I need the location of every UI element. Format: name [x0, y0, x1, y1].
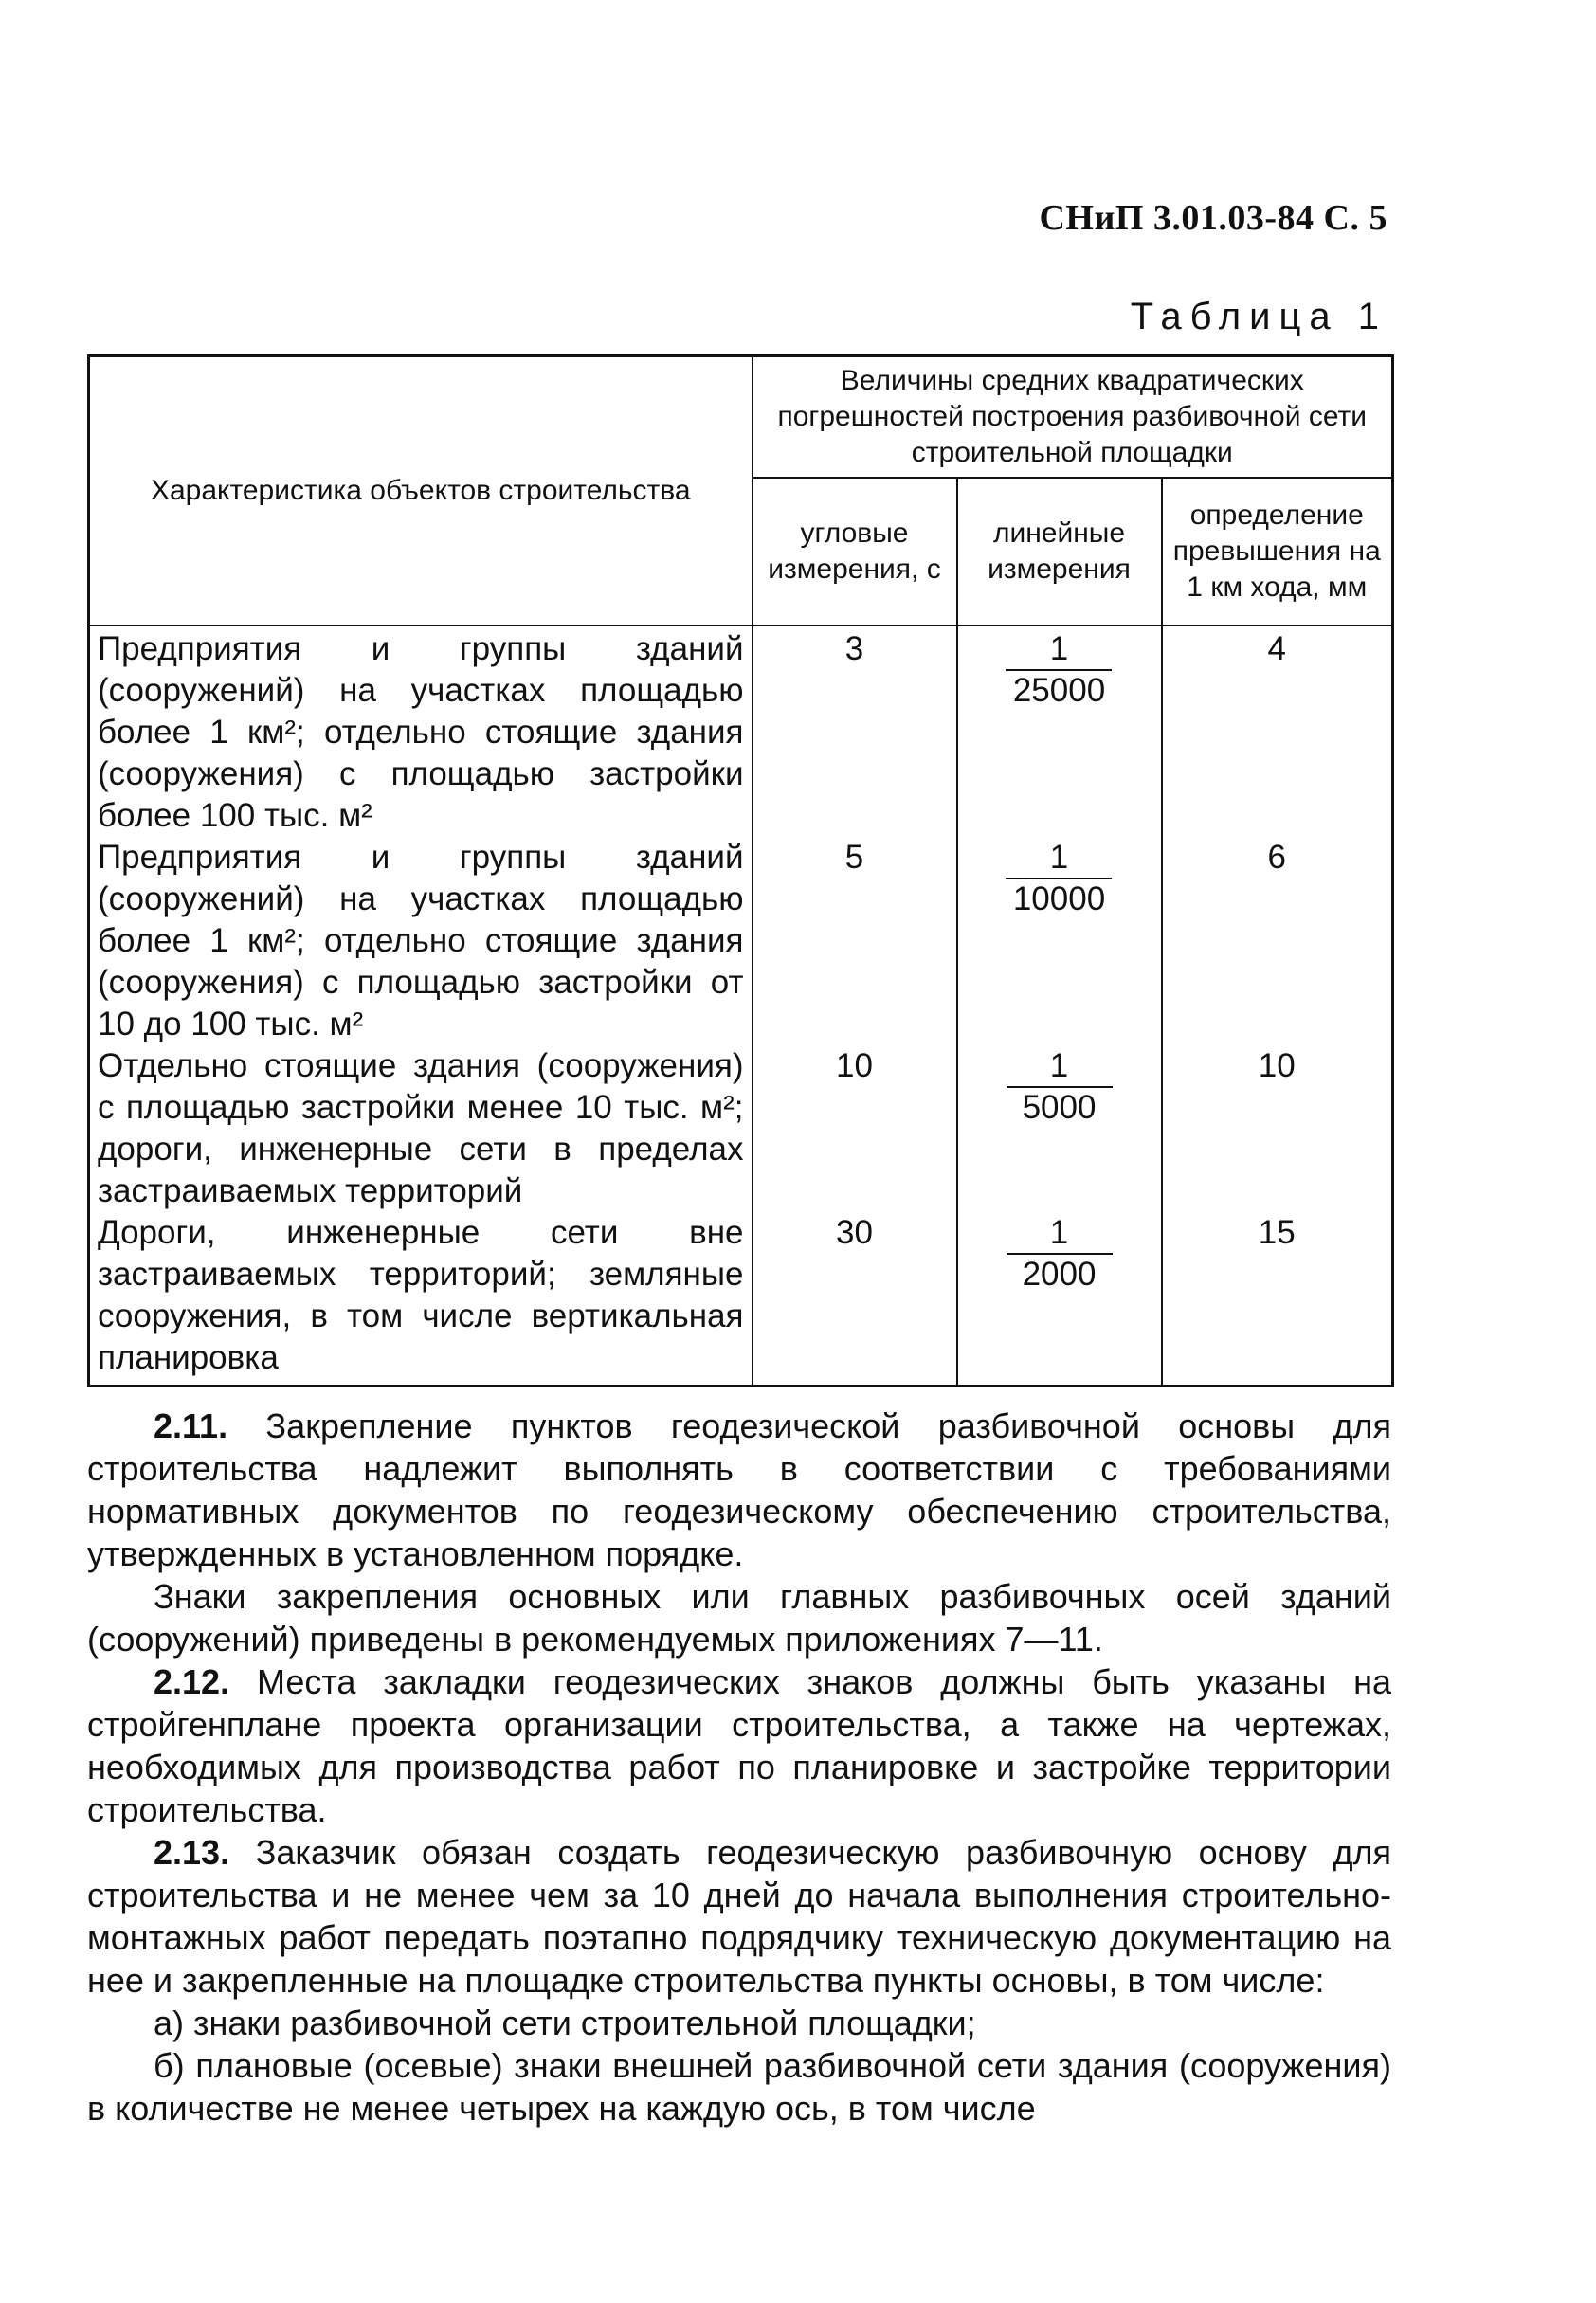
- height-value: 4: [1162, 626, 1393, 837]
- angular-value: 10: [753, 1045, 957, 1212]
- clause-2-11: [87, 1405, 1391, 1575]
- table-caption: Таблица 1: [1130, 296, 1387, 337]
- linear-denominator: 2000: [1022, 1256, 1097, 1293]
- row-description: Предприятия и группы зданий (сооружений) на участках площадью более 1 км²; отдельно стоящие здания (сооружения) с площадью застройки от 10 до 100 тыс. м²: [89, 837, 753, 1045]
- linear-denominator: 10000: [1012, 880, 1106, 917]
- angular-value: 30: [753, 1212, 957, 1387]
- clause-2-12: [87, 1660, 1391, 1831]
- linear-denominator: 5000: [1022, 1089, 1097, 1126]
- row-description: Отдельно стоящие здания (сооружения) с площадью застройки менее 10 тыс. м²; дороги, инженерные сети в пределах застраиваемых территорий: [89, 1045, 753, 1212]
- linear-value: [957, 837, 1162, 1045]
- table-row: [89, 1212, 1393, 1387]
- col-header-angular: угловые измерения, с: [753, 478, 957, 626]
- linear-value: [957, 1045, 1162, 1212]
- linear-numerator: 1: [1006, 838, 1112, 879]
- clause-2-11-continuation: Знаки закрепления основных или главных разбивочных осей зданий (сооружений) приведены в рекомендуемых приложениях 7—11.: [87, 1577, 1391, 1659]
- clause-text: Места закладки геодезических знаков должны быть указаны на стройгенплане проекта организации строительства, а также на чертежах, необходимых для производства работ по планировке и застройке территории строительства.: [87, 1662, 1391, 1829]
- col-header-characteristic: Характеристика объектов строительства: [89, 356, 753, 626]
- list-item-b: б) плановые (осевые) знаки внешней разбивочной сети здания (сооружения) в количестве не менее четырех на каждую ось, в том числе: [87, 2046, 1391, 2128]
- linear-denominator: 25000: [1012, 672, 1106, 709]
- clause-number: 2.12.: [154, 1662, 230, 1701]
- table-row: [89, 626, 1393, 837]
- col-header-height: определение превышения на 1 км хода, мм: [1162, 478, 1393, 626]
- height-value: 15: [1162, 1212, 1393, 1387]
- col-group-header: Величины средних квадратических погрешностей построения разбивочной сети строительной площадки: [753, 356, 1393, 479]
- table-row: [89, 837, 1393, 1045]
- angular-value: 5: [753, 837, 957, 1045]
- body-text: [87, 1405, 1391, 2130]
- accuracy-table: [87, 354, 1394, 1387]
- running-head: СНиП 3.01.03-84 С. 5: [1039, 198, 1387, 238]
- row-description: Предприятия и группы зданий (сооружений) на участках площадью более 1 км²; отдельно стоящие здания (сооружения) с площадью застройки более 100 тыс. м²: [89, 626, 753, 837]
- linear-numerator: 1: [1007, 1213, 1113, 1255]
- row-description: Дороги, инженерные сети вне застраиваемых территорий; земляные сооружения, в том числе вертикальная планировка: [89, 1212, 753, 1387]
- linear-numerator: 1: [1006, 629, 1112, 671]
- linear-value: [957, 1212, 1162, 1387]
- angular-value: 3: [753, 626, 957, 837]
- col-header-linear: линейные измерения: [957, 478, 1162, 626]
- height-value: 10: [1162, 1045, 1393, 1212]
- clause-text: Заказчик обязан создать геодезическую разбивочную основу для строительства и не менее чем за 10 дней до начала выполнения строительно-монтажных работ передать поэтапно подрядчику техническую документацию на нее и закрепленные на площадке строительства пункты основы, в том числе:: [87, 1833, 1391, 2000]
- list-item-a: а) знаки разбивочной сети строительной площадки;: [154, 2004, 976, 2042]
- linear-numerator: 1: [1007, 1046, 1113, 1088]
- linear-value: [957, 626, 1162, 837]
- height-value: 6: [1162, 837, 1393, 1045]
- table-row: [89, 1045, 1393, 1212]
- clause-number: 2.13.: [154, 1833, 230, 1872]
- clause-2-13: [87, 1831, 1391, 2002]
- clause-text: Закрепление пунктов геодезической разбивочной основы для строительства надлежит выполнять в соответствии с требованиями нормативных документов по геодезическому обеспечению строительства, утвержденных в установленном порядке.: [87, 1406, 1391, 1573]
- clause-number: 2.11.: [154, 1406, 228, 1445]
